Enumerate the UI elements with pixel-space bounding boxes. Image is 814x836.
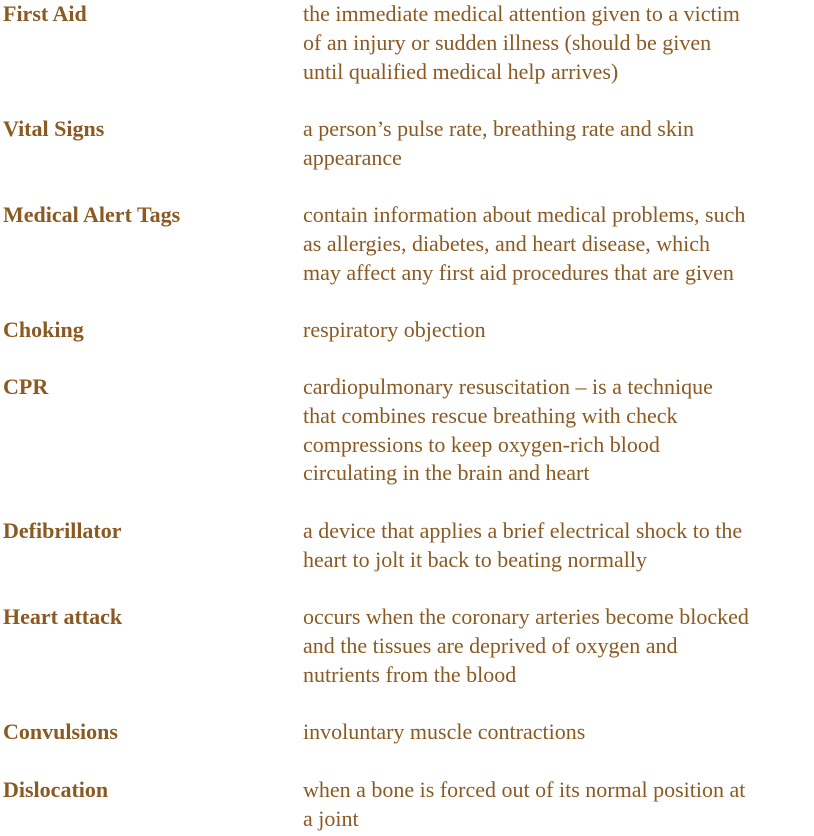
definition — [303, 316, 813, 345]
definition-line: when a bone is forced out of its normal position at — [303, 777, 746, 802]
term: Heart attack — [3, 604, 123, 629]
definition — [303, 776, 813, 834]
term: CPR — [3, 374, 49, 399]
definition-line: a joint — [303, 805, 359, 831]
definition-line: nutrients from the blood — [303, 661, 517, 687]
definition-line: heart to jolt it back to beating normally — [303, 546, 647, 572]
definition — [303, 718, 813, 747]
definition-line: contain information about medical problems, such — [303, 202, 746, 227]
definition-line: that combines rescue breathing with check — [303, 402, 678, 428]
definition — [303, 517, 813, 575]
term: Defibrillator — [3, 518, 122, 543]
definition-line: compressions to keep oxygen-rich blood — [303, 431, 660, 457]
definition — [303, 0, 813, 86]
definition-line: respiratory objection — [303, 317, 486, 342]
definition-line: appearance — [303, 144, 402, 170]
definition — [303, 201, 813, 287]
term: Medical Alert Tags — [3, 202, 181, 227]
definition-line: and the tissues are deprived of oxygen and — [303, 632, 678, 658]
definition-line: the immediate medical attention given to a victim — [303, 1, 740, 26]
definition-line: as allergies, diabetes, and heart disease, which — [303, 230, 711, 256]
definition-line: of an injury or sudden illness (should be given — [303, 29, 712, 55]
definition-line: may affect any first aid procedures that are given — [303, 259, 734, 285]
term: Vital Signs — [3, 116, 105, 141]
definition — [303, 373, 813, 488]
definition — [303, 603, 813, 689]
term: Choking — [3, 317, 84, 342]
definition-line: circulating in the brain and heart — [303, 460, 590, 486]
definition — [303, 115, 813, 173]
term: First Aid — [3, 1, 87, 26]
definition-line: cardiopulmonary resuscitation – is a technique — [303, 374, 713, 399]
definition-line: involuntary muscle contractions — [303, 719, 586, 744]
term: Convulsions — [3, 719, 118, 744]
definition-line: occurs when the coronary arteries become blocked — [303, 604, 749, 629]
term: Dislocation — [3, 777, 109, 802]
definition-line: until qualified medical help arrives) — [303, 58, 619, 84]
definition-line: a person’s pulse rate, breathing rate and skin — [303, 116, 694, 141]
definition-line: a device that applies a brief electrical shock to the — [303, 518, 743, 543]
